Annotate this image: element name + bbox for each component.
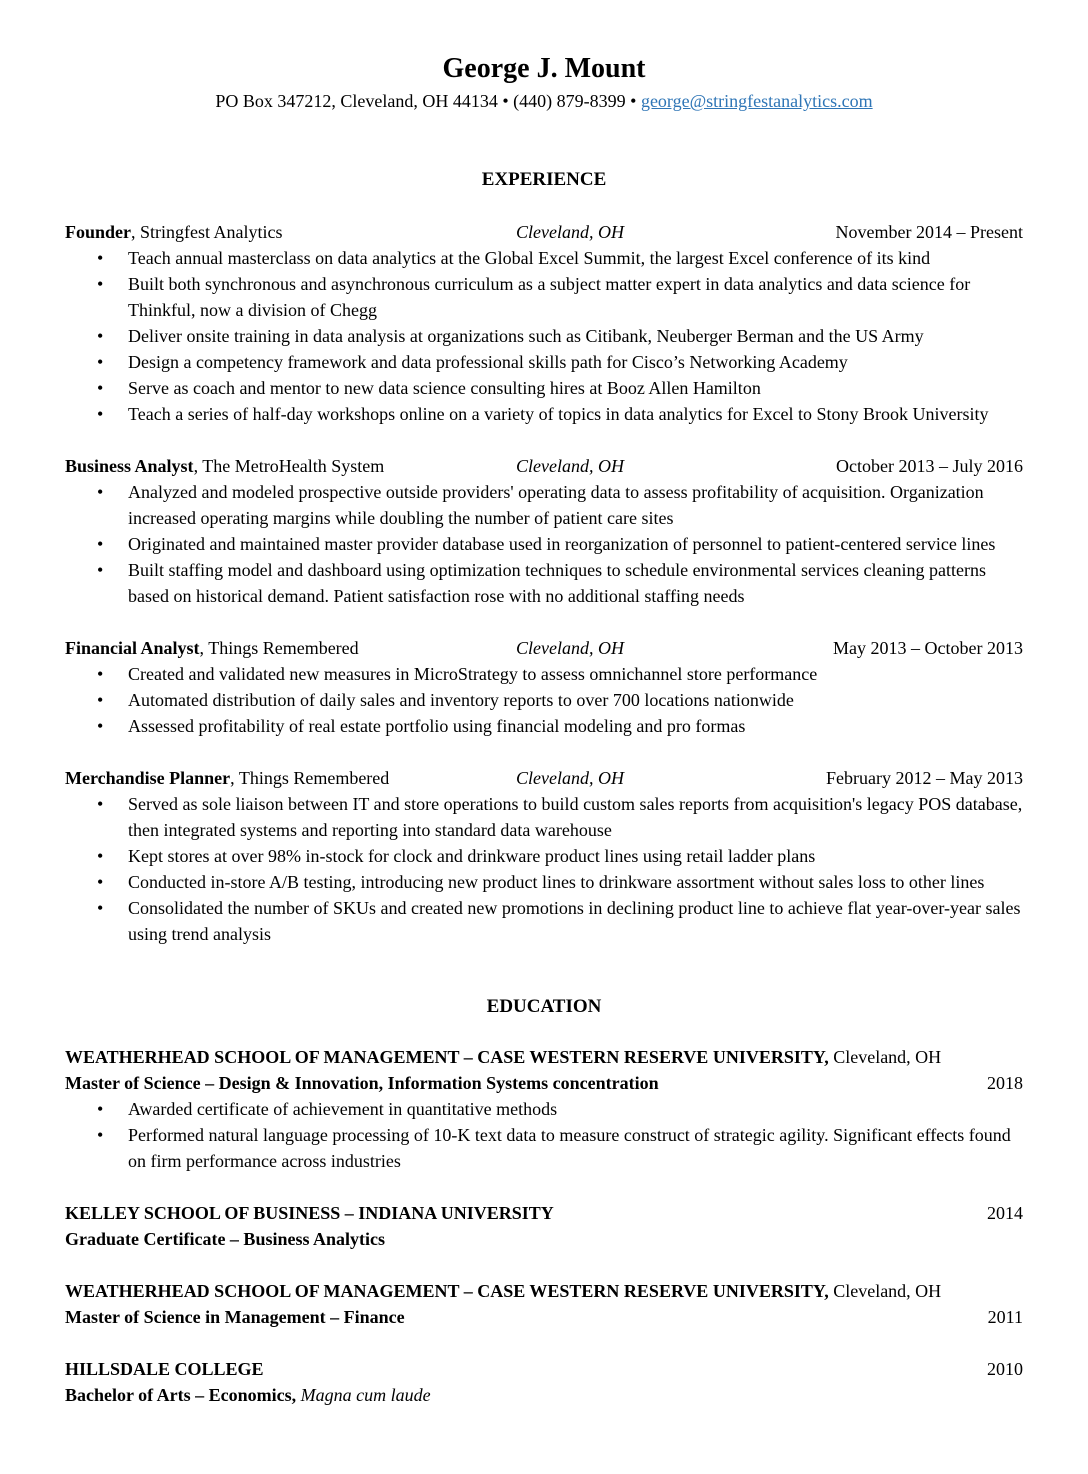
job-bullet: • Automated distribution of daily sales and inventory reports to over 700 locations nationwide [65, 687, 1023, 713]
job-entry [65, 219, 1023, 427]
job-bullet-list [65, 479, 1023, 609]
degree-row [65, 1382, 1023, 1408]
degree-row [65, 1304, 1023, 1330]
job-title: Founder [65, 222, 132, 242]
job-location: Cleveland, OH [516, 456, 624, 476]
email-link[interactable]: george@stringfestanalytics.com [640, 91, 873, 111]
school-name-row [65, 1278, 1023, 1304]
job-bullet: • Deliver onsite training in data analysis at organizations such as Citibank, Neuberger Berman and the US Army [65, 323, 1023, 349]
degree [65, 1226, 385, 1252]
school-name [65, 1356, 264, 1382]
job-bullet-list [65, 245, 1023, 427]
contact-line [65, 88, 1023, 114]
job-entry [65, 765, 1023, 947]
school-name [65, 1278, 941, 1304]
job-bullet: • Assessed profitability of real estate portfolio using financial modeling and pro formas [65, 713, 1023, 739]
job-dates: February 2012 – May 2013 [826, 768, 1023, 788]
school-name-bold: WEATHERHEAD SCHOOL OF MANAGEMENT – CASE WESTERN RESERVE UNIVERSITY, [65, 1047, 829, 1067]
contact-text: PO Box 347212, Cleveland, OH 44134 • (440) 879-8399 • [215, 91, 641, 111]
degree-row [65, 1226, 1023, 1252]
job-location: Cleveland, OH [516, 768, 624, 788]
job-bullet: • Conducted in-store A/B testing, introducing new product lines to drinkware assortment without sales loss to other lines [65, 869, 1023, 895]
job-dates: May 2013 – October 2013 [833, 638, 1023, 658]
education-entry [65, 1200, 1023, 1252]
section-title-education: EDUCATION [486, 996, 602, 1017]
job-header-row [65, 635, 1023, 661]
person-name: George J. Mount [442, 53, 646, 84]
degree [65, 1304, 405, 1330]
job-company: , The MetroHealth System [193, 456, 385, 476]
degree [65, 1070, 659, 1096]
job-bullet-list [65, 791, 1023, 947]
education-section [65, 1044, 1023, 1408]
job-bullet: • Teach annual masterclass on data analytics at the Global Excel Summit, the largest Excel conference of its kind [65, 245, 1023, 271]
school-name-row [65, 1044, 1023, 1070]
education-bullet: • Performed natural language processing of 10-K text data to measure construct of strategic agility. Significant effects found on firm performance across industries [65, 1122, 1023, 1174]
job-bullet: • Built both synchronous and asynchronous curriculum as a subject matter expert in data analytics and data science for Thinkful, now a division of Chegg [65, 271, 1023, 323]
education-bullet: • Awarded certificate of achievement in quantitative methods [65, 1096, 1023, 1122]
job-bullet: • Served as sole liaison between IT and store operations to build custom sales reports from acquisition's legacy POS database, then integrated systems and reporting into standard data warehouse [65, 791, 1023, 843]
degree-name: Bachelor of Arts – Economics, [65, 1385, 297, 1405]
education-entry [65, 1356, 1023, 1408]
school-location: Cleveland, OH [828, 1281, 942, 1301]
job-bullet: • Consolidated the number of SKUs and created new promotions in declining product line to achieve flat year-over-year sales using trend analysis [65, 895, 1023, 947]
degree-honors: Magna cum laude [296, 1385, 431, 1405]
degree-year: 2018 [987, 1073, 1023, 1093]
job-title-company [65, 219, 490, 245]
job-entry [65, 635, 1023, 739]
school-name-bold: HILLSDALE COLLEGE [65, 1359, 264, 1379]
job-company: , Things Remembered [199, 638, 359, 658]
job-location: Cleveland, OH [516, 638, 624, 658]
job-title-company [65, 765, 490, 791]
job-bullet-list [65, 661, 1023, 739]
job-bullet: • Teach a series of half-day workshops online on a variety of topics in data analytics for Excel to Stony Brook University [65, 401, 1023, 427]
job-bullet: • Created and validated new measures in MicroStrategy to assess omnichannel store performance [65, 661, 1023, 687]
job-bullet: • Design a competency framework and data professional skills path for Cisco’s Networking Academy [65, 349, 1023, 375]
degree-year: 2011 [987, 1307, 1023, 1327]
degree-name: Master of Science – Design & Innovation, Information Systems concentration [65, 1073, 659, 1093]
job-title: Business Analyst [65, 456, 194, 476]
job-dates: November 2014 – Present [835, 222, 1023, 242]
education-entry [65, 1044, 1023, 1174]
degree-name: Graduate Certificate – Business Analytics [65, 1229, 385, 1249]
job-title-company [65, 635, 490, 661]
job-title: Merchandise Planner [65, 768, 231, 788]
job-title: Financial Analyst [65, 638, 200, 658]
job-dates: October 2013 – July 2016 [836, 456, 1023, 476]
job-header-row [65, 219, 1023, 245]
school-year: 2010 [987, 1359, 1023, 1379]
job-bullet: • Kept stores at over 98% in-stock for clock and drinkware product lines using retail ladder plans [65, 843, 1023, 869]
school-name-bold: KELLEY SCHOOL OF BUSINESS – INDIANA UNIVERSITY [65, 1203, 554, 1223]
school-name-row [65, 1356, 1023, 1382]
job-header-row [65, 765, 1023, 791]
section-title-experience: EXPERIENCE [481, 169, 607, 190]
job-title-company [65, 453, 490, 479]
school-year: 2014 [987, 1203, 1023, 1223]
experience-section [65, 219, 1023, 947]
job-bullet: • Serve as coach and mentor to new data science consulting hires at Booz Allen Hamilton [65, 375, 1023, 401]
school-name-bold: WEATHERHEAD SCHOOL OF MANAGEMENT – CASE WESTERN RESERVE UNIVERSITY, [65, 1281, 829, 1301]
job-bullet: • Built staffing model and dashboard using optimization techniques to schedule environmental services cleaning patterns based on historical demand. Patient satisfaction rose with no additional staffing needs [65, 557, 1023, 609]
school-name-row [65, 1200, 1023, 1226]
school-name [65, 1200, 554, 1226]
education-entry [65, 1278, 1023, 1330]
education-bullet-list [65, 1096, 1023, 1174]
degree [65, 1382, 431, 1408]
job-company: , Things Remembered [230, 768, 390, 788]
job-bullet: • Analyzed and modeled prospective outside providers' operating data to assess profitability of acquisition. Organization increased operating margins while doubling the number of patient care sites [65, 479, 1023, 531]
job-bullet: • Originated and maintained master provider database used in reorganization of personnel to patient-centered service lines [65, 531, 1023, 557]
school-name [65, 1044, 941, 1070]
school-location: Cleveland, OH [828, 1047, 942, 1067]
job-header-row [65, 453, 1023, 479]
degree-name: Master of Science in Management – Finance [65, 1307, 405, 1327]
job-company: , Stringfest Analytics [131, 222, 283, 242]
job-location: Cleveland, OH [516, 222, 624, 242]
job-entry [65, 453, 1023, 609]
degree-row [65, 1070, 1023, 1096]
